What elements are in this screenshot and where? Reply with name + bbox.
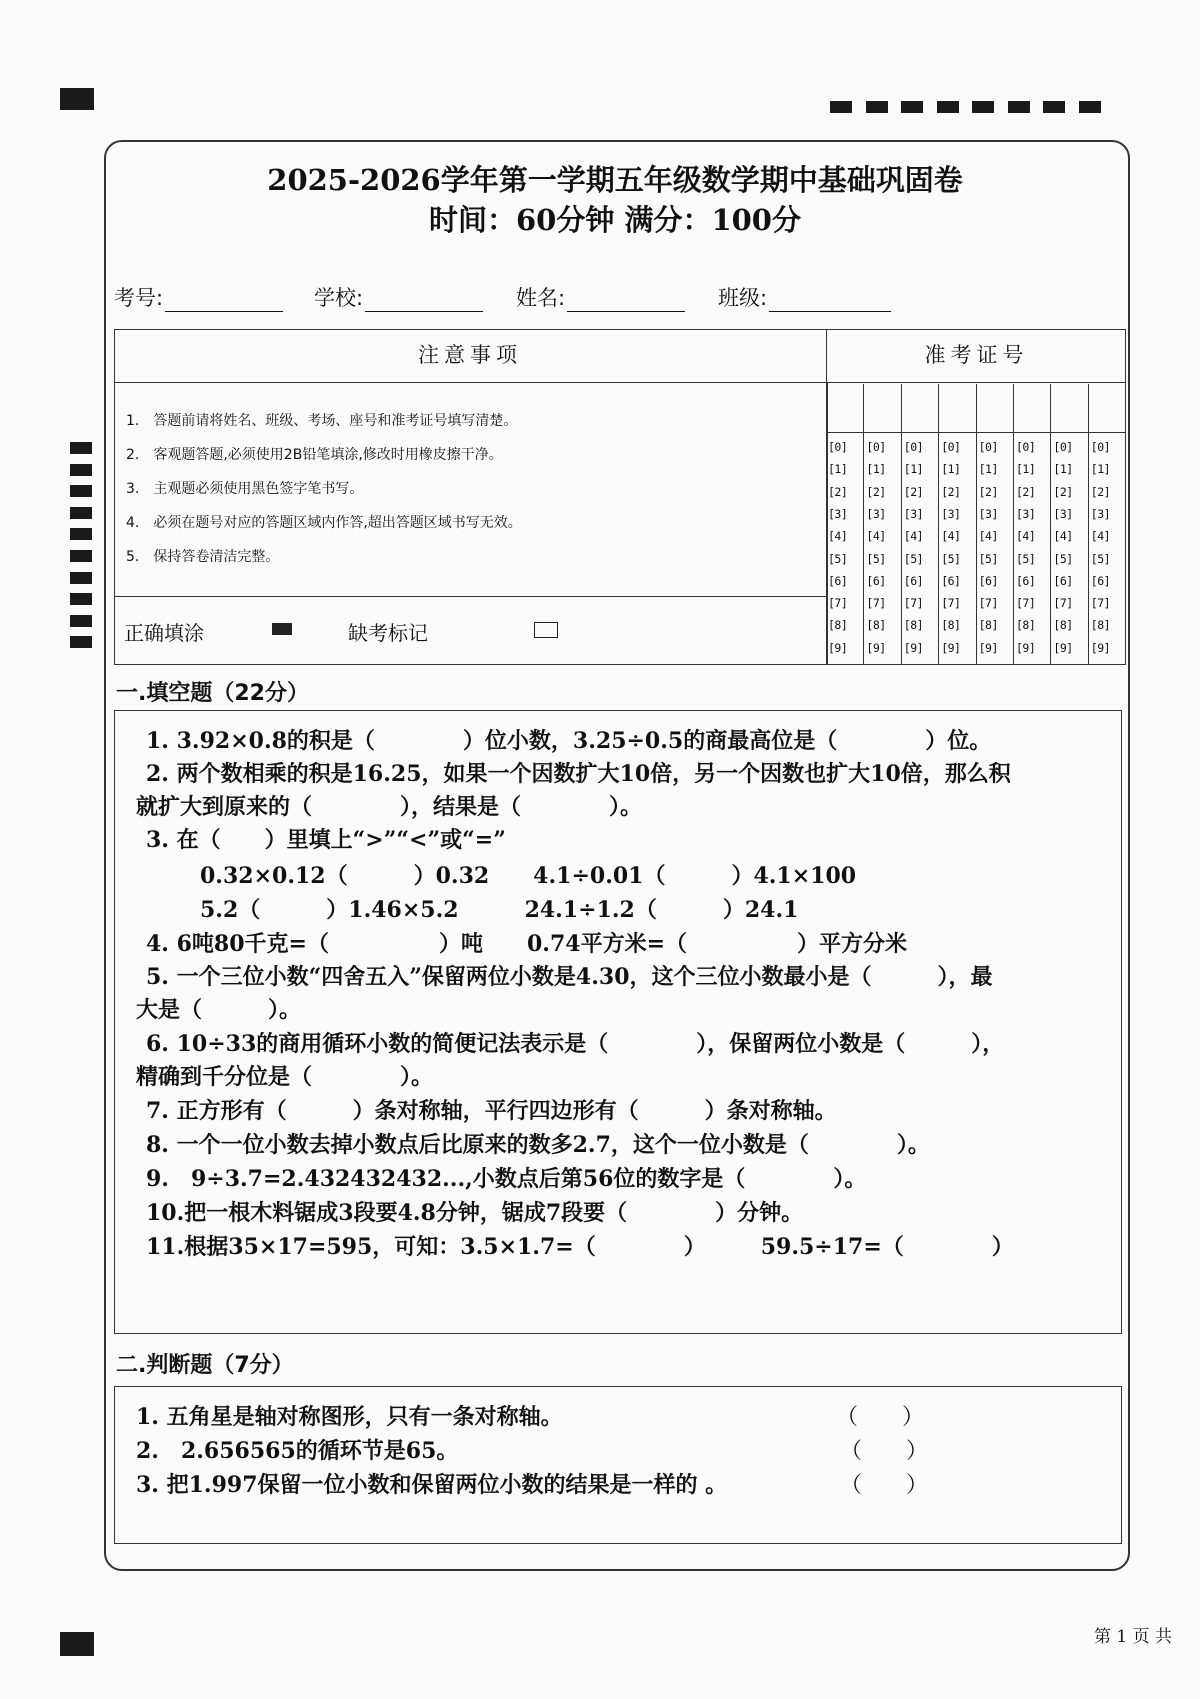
digit-bubble[interactable]: [1] — [903, 462, 924, 477]
id-digit-column — [1088, 384, 1126, 664]
question-line: 5. 一个三位小数“四舍五入”保留两位小数是4.30，这个三位小数最小是（ ），最 — [146, 964, 993, 990]
fill-legend — [114, 596, 826, 665]
question-line: 就扩大到原来的（ ），结果是（ ）。 — [136, 794, 643, 820]
digit-bubble[interactable]: [4] — [828, 529, 848, 544]
digit-bubble[interactable]: [3] — [941, 506, 961, 521]
id-digit-write-box[interactable] — [977, 384, 1014, 433]
digit-bubble[interactable]: [0] — [1016, 440, 1036, 454]
digit-bubble[interactable]: [6] — [978, 573, 998, 588]
digit-bubble[interactable]: [0] — [978, 440, 998, 454]
digit-bubble[interactable]: [8] — [1053, 618, 1073, 633]
digit-bubble[interactable]: [8] — [828, 618, 848, 633]
digit-bubble[interactable]: [9] — [1090, 640, 1111, 655]
question-line: 0.32×0.12（ ）0.32 4.1÷0.01（ ）4.1×100 — [200, 863, 857, 889]
id-digit-column — [976, 384, 1014, 664]
digit-bubble[interactable]: [9] — [1016, 640, 1036, 655]
digit-bubble[interactable]: [1] — [941, 462, 961, 477]
id-digit-write-box[interactable] — [939, 384, 976, 433]
digit-bubble[interactable]: [9] — [828, 640, 848, 655]
timing-mark — [1079, 101, 1101, 113]
timing-mark — [972, 101, 994, 113]
digit-bubble[interactable]: [8] — [1090, 618, 1111, 633]
timing-mark — [70, 485, 92, 497]
digit-bubble[interactable]: [9] — [903, 640, 924, 655]
digit-bubble[interactable]: [2] — [1016, 484, 1036, 499]
note-item: 5. 保持答卷清洁完整。 — [126, 549, 280, 565]
digit-bubble[interactable]: [1] — [1053, 462, 1073, 477]
digit-bubble[interactable]: [7] — [1016, 596, 1036, 611]
digit-bubble[interactable]: [2] — [941, 484, 961, 499]
timing-mark — [1008, 101, 1030, 113]
registration-mark-top-left — [60, 88, 94, 110]
question-line: 7. 正方形有（ ）条对称轴，平行四边形有（ ）条对称轴。 — [146, 1098, 837, 1124]
timing-mark — [70, 615, 92, 627]
digit-bubble[interactable]: [2] — [1053, 484, 1073, 499]
id-digit-column — [1013, 384, 1051, 664]
digit-bubble[interactable]: [4] — [1016, 529, 1036, 544]
digit-bubble[interactable]: [6] — [1016, 573, 1036, 588]
digit-bubble[interactable]: [0] — [941, 440, 961, 454]
digit-bubble[interactable]: [7] — [903, 596, 924, 611]
note-item: 4. 必须在题号对应的答题区域内作答,超出答题区域书写无效。 — [126, 515, 522, 531]
question-line: 8. 一个一位小数去掉小数点后比原来的数多2.7，这个一位小数是（ ）。 — [146, 1132, 930, 1158]
id-digit-write-box[interactable] — [1089, 384, 1126, 433]
digit-bubble[interactable]: [2] — [828, 484, 848, 499]
digit-bubble[interactable]: [7] — [941, 596, 961, 611]
digit-bubble[interactable]: [2] — [1090, 484, 1111, 499]
digit-bubble[interactable]: [2] — [978, 484, 998, 499]
digit-bubble[interactable]: [5] — [903, 551, 924, 566]
note-item: 3. 主观题必须使用黑色签字笔书写。 — [126, 481, 364, 497]
id-digit-write-box[interactable] — [1014, 384, 1051, 433]
digit-bubble[interactable]: [6] — [866, 573, 886, 588]
question-line: 2. 两个数相乘的积是16.25，如果一个因数扩大10倍，另一个因数也扩大10倍，那么积 — [146, 761, 1011, 787]
timing-mark — [70, 507, 92, 519]
digit-bubble[interactable]: [6] — [941, 573, 961, 588]
timing-mark — [901, 101, 923, 113]
digit-bubble[interactable]: [2] — [866, 484, 886, 499]
digit-bubble[interactable]: [0] — [1053, 440, 1073, 454]
school-field[interactable] — [314, 282, 483, 312]
digit-bubble[interactable]: [5] — [1090, 551, 1111, 566]
digit-bubble[interactable]: [3] — [1090, 506, 1111, 521]
digit-bubble[interactable]: [4] — [1053, 529, 1073, 544]
answer-parentheses[interactable]: （ ） — [840, 1473, 929, 1498]
digit-bubble[interactable]: [4] — [903, 529, 924, 544]
digit-bubble[interactable]: [8] — [866, 618, 886, 633]
id-digit-column — [901, 384, 939, 664]
digit-bubble[interactable]: [5] — [978, 551, 998, 566]
digit-bubble[interactable]: [2] — [903, 484, 924, 499]
digit-bubble[interactable]: [6] — [1090, 573, 1111, 588]
id-digit-column — [826, 384, 863, 664]
timing-mark — [70, 442, 92, 454]
question-line: 3. 在（ ）里填上“>”“<”或“=” — [146, 827, 506, 853]
question-line: 5.2（ ）1.46×5.2 24.1÷1.2（ ）24.1 — [200, 897, 799, 923]
digit-bubble[interactable]: [3] — [828, 506, 848, 521]
digit-bubble[interactable]: [0] — [866, 440, 886, 454]
id-digit-column — [1050, 384, 1088, 664]
note-item: 2. 客观题答题,必须使用2B铅笔填涂,修改时用橡皮擦干净。 — [126, 447, 503, 463]
judgement-item: 2. 2.656565的循环节是65。 — [136, 1438, 459, 1464]
digit-bubble[interactable]: [7] — [1090, 596, 1111, 611]
digit-bubble[interactable]: [3] — [866, 506, 886, 521]
id-digit-write-box[interactable] — [1051, 384, 1088, 433]
digit-bubble[interactable]: [9] — [978, 640, 998, 655]
digit-bubble[interactable]: [4] — [941, 529, 961, 544]
question-line: 10.把一根木料锯成3段要4.8分钟，锯成7段要（ ）分钟。 — [146, 1200, 804, 1226]
exam-subtitle: 时间：60分钟 满分：100分 — [429, 203, 801, 237]
id-digit-write-box[interactable] — [902, 384, 939, 433]
digit-bubble[interactable]: [8] — [978, 618, 998, 633]
digit-bubble[interactable]: [9] — [941, 640, 961, 655]
digit-bubble[interactable]: [5] — [941, 551, 961, 566]
field-label: 姓名: — [516, 286, 566, 310]
page-footer: 第 1 页 共 — [1093, 1627, 1172, 1647]
timing-mark — [1043, 101, 1065, 113]
answer-parentheses[interactable]: （ ） — [836, 1405, 925, 1430]
question-line: 大是（ ）。 — [136, 997, 302, 1023]
timing-mark — [70, 550, 92, 562]
digit-bubble[interactable]: [1] — [866, 462, 886, 477]
digit-bubble[interactable]: [5] — [1016, 551, 1036, 566]
name-field[interactable] — [516, 282, 685, 312]
question-line: 精确到千分位是（ ）。 — [136, 1064, 434, 1090]
digit-bubble[interactable]: [7] — [828, 596, 848, 611]
digit-bubble[interactable]: [8] — [903, 618, 924, 633]
question-line: 9. 9÷3.7=2.432432432...,小数点后第56位的数字是（ ）。 — [146, 1166, 867, 1192]
registration-mark-bottom-left — [60, 1632, 94, 1656]
timing-mark — [830, 101, 852, 113]
digit-bubble[interactable]: [7] — [866, 596, 886, 611]
digit-bubble[interactable]: [0] — [1090, 440, 1111, 454]
digit-bubble[interactable]: [7] — [1053, 596, 1073, 611]
section2-title: 二.判断题（7分） — [116, 1353, 294, 1378]
digit-bubble[interactable]: [4] — [1090, 529, 1111, 544]
id-grid-header: 准考证号 — [826, 329, 1126, 383]
digit-bubble[interactable]: [1] — [1016, 462, 1036, 477]
digit-bubble[interactable]: [5] — [866, 551, 886, 566]
id-digit-write-box[interactable] — [826, 384, 863, 433]
digit-bubble[interactable]: [0] — [903, 440, 924, 454]
digit-bubble[interactable]: [6] — [1053, 573, 1073, 588]
digit-bubble[interactable]: [1] — [828, 462, 848, 477]
digit-bubble[interactable]: [3] — [1016, 506, 1036, 521]
digit-bubble[interactable]: [8] — [941, 618, 961, 633]
field-label: 班级: — [718, 286, 768, 310]
notes-header: 注意事项 — [114, 329, 826, 383]
digit-bubble[interactable]: [8] — [1016, 618, 1036, 633]
id-digit-write-box[interactable] — [864, 384, 901, 433]
timing-mark — [70, 636, 92, 648]
timing-mark — [70, 593, 92, 605]
correct-fill-label: 正确填涂 — [124, 621, 204, 645]
question-line: 6. 10÷33的商用循环小数的简便记法表示是（ ），保留两位小数是（ ）， — [146, 1031, 1005, 1057]
digit-bubble[interactable]: [5] — [828, 551, 848, 566]
question-line: 11.根据35×17=595，可知：3.5×1.7=（ ） 59.5÷17=（ ） — [146, 1234, 1014, 1260]
question-line: 1. 3.92×0.8的积是（ ）位小数，3.25÷0.5的商最高位是（ ）位。 — [146, 728, 992, 754]
digit-bubble[interactable]: [5] — [1053, 551, 1073, 566]
exam-number-field[interactable] — [114, 282, 283, 312]
digit-bubble[interactable]: [4] — [866, 529, 886, 544]
filled-bubble-icon — [272, 623, 292, 635]
field-label: 考号: — [114, 286, 164, 310]
absent-checkbox[interactable] — [534, 622, 558, 638]
exam-title: 2025-2026学年第一学期五年级数学期中基础巩固卷 — [267, 163, 963, 197]
digit-bubble[interactable]: [6] — [828, 573, 848, 588]
class-field[interactable] — [718, 282, 891, 312]
digit-bubble[interactable]: [1] — [1090, 462, 1111, 477]
digit-bubble[interactable]: [3] — [1053, 506, 1073, 521]
absent-mark-label: 缺考标记 — [348, 621, 428, 645]
timing-mark — [937, 101, 959, 113]
note-item: 1. 答题前请将姓名、班级、考场、座号和准考证号填写清楚。 — [126, 413, 518, 429]
judgement-item: 3. 把1.997保留一位小数和保留两位小数的结果是一样的 。 — [136, 1472, 728, 1498]
answer-parentheses[interactable]: （ ） — [840, 1439, 929, 1464]
section1-title: 一.填空题（22分） — [116, 681, 309, 706]
timing-mark — [70, 572, 92, 584]
digit-bubble[interactable]: [7] — [978, 596, 998, 611]
timing-mark — [866, 101, 888, 113]
digit-bubble[interactable]: [0] — [828, 440, 848, 454]
timing-mark — [70, 528, 92, 540]
digit-bubble[interactable]: [1] — [978, 462, 998, 477]
digit-bubble[interactable]: [9] — [866, 640, 886, 655]
digit-bubble[interactable]: [4] — [978, 529, 998, 544]
id-digit-column — [938, 384, 976, 664]
digit-bubble[interactable]: [6] — [903, 573, 924, 588]
question-line: 4. 6吨80千克=（ ）吨 0.74平方米=（ ）平方分米 — [146, 931, 908, 957]
field-label: 学校: — [314, 286, 364, 310]
digit-bubble[interactable]: [9] — [1053, 640, 1073, 655]
digit-bubble[interactable]: [3] — [978, 506, 998, 521]
digit-bubble[interactable]: [3] — [903, 506, 924, 521]
id-digit-column — [863, 384, 901, 664]
judgement-item: 1. 五角星是轴对称图形，只有一条对称轴。 — [136, 1404, 563, 1430]
timing-mark — [70, 464, 92, 476]
